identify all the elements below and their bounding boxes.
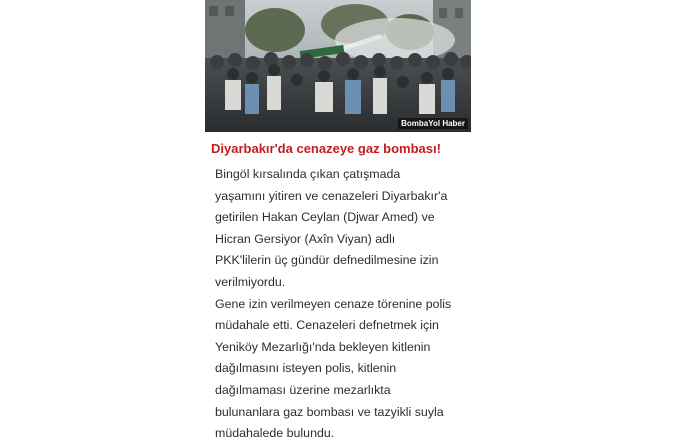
body-line: verilmiyordu. bbox=[215, 274, 286, 289]
body-line: dağılmaması üzerine mezarlıkta bbox=[215, 382, 391, 397]
photo-credit: BombaYol Haber bbox=[398, 118, 468, 129]
body-line: müdahale etti. Cenazeleri defnetmek için bbox=[215, 318, 439, 333]
crowd-photo-illustration bbox=[205, 0, 471, 132]
body-line: PKK'lilerin üç gündür defnedilmesine izin bbox=[215, 253, 439, 268]
news-photo bbox=[205, 0, 471, 132]
body-line: Hicran Gersiyor (Axîn Viyan) adlı bbox=[215, 231, 396, 246]
body-line: müdahalede bulundu. bbox=[215, 426, 335, 441]
body-line: getirilen Hakan Ceylan (Djwar Amed) ve bbox=[215, 210, 435, 225]
body-line: yaşamını yitiren ve cenazeleri Diyarbakır'a bbox=[215, 188, 448, 203]
body-line: Gene izin verilmeyen cenaze törenine polis bbox=[215, 296, 452, 311]
body-line: bulunanlara gaz bombası ve tazyikli suyla bbox=[215, 404, 444, 419]
body-line: dağılmasını isteyen polis, kitlenin bbox=[215, 361, 397, 376]
article-headline: Diyarbakır'da cenazeye gaz bombası! bbox=[211, 141, 441, 156]
body-line: Yeniköy Mezarlığı'nda bekleyen kitlenin bbox=[215, 339, 431, 354]
article-body bbox=[215, 164, 515, 445]
body-line: Bingöl kırsalında çıkan çatışmada bbox=[215, 167, 401, 181]
